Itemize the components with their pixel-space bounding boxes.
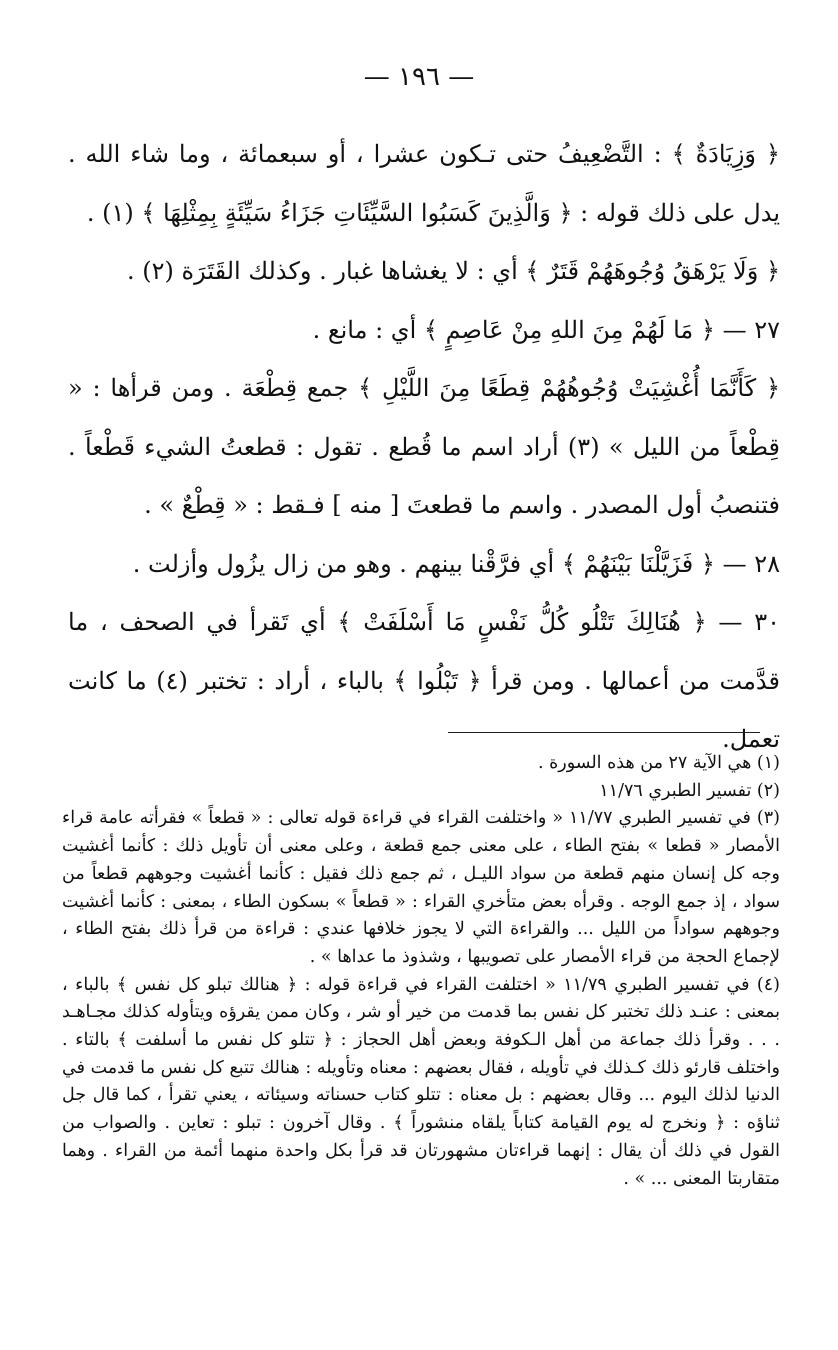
page-number: — ١٩٦ — [363, 62, 475, 92]
main-paragraph: ﴿ وَلَا يَرْهَقُ وُجُوهَهُمْ قَتَرٌ ﴾ أي : لا يغشاها غبار . وكذلك القَتَرَة (٢) . [127, 257, 780, 285]
main-paragraph: ٢٧ — ﴿ مَا لَهُمْ مِنَ اللهِ مِنْ عَاصِمٍ ﴾ أي : مانع . [312, 315, 780, 344]
main-text [68, 125, 780, 769]
main-paragraph: ٢٨ — ﴿ فَزَيَّلْنَا بَيْنَهُمْ ﴾ أي فرَّقْنا بينهم . وهو من زال يزُول وأزلت . [132, 549, 780, 578]
main-paragraph: ﴿ كَأَنَّمَا أُغْشِيَتْ وُجُوهُهُمْ قِطَعًا مِنَ اللَّيْلِ ﴾ جمع قِطْعَة . ومن قرأها : « قِطْعاً من الليل » (٣) أراد اسم ما قُطع . تقول : قطعتُ الشيء قَطْعاً . فتنصبُ أول المصدر . واسم ما قطعتَ [ منه ] فـقط : « قِطْعٌ » . [68, 374, 780, 519]
footnote-3: (٣) في تفسير الطبري ١١/٧٧ « واختلفت القراء في قراءة قوله تعالى : « قطعاً » فقرأته عامة قراء الأمصار « قطعا » بفتح الطاء ، على معنى جمع قطعة ، وعلى معنى أن تأويل ذلك : كأنما أغشيت وجه كل إنسان منهم قطعة من سواد الليـل ، ثم جمع ذلك فقيل : كأنما أغشيت وجوههم قطعاً من سواد ، إذ جمع الوجه . وقرأه بعض متأخري القراء : « قطعاً » بسكون الطاء ، بمعنى : كأنما أغشيت وجوههم سواداً من الليل ... والقراءة التي لا يجوز خلافها عندي : قراءة من قرأ ذلك بفتح الطاء ، لإجماع الحجة من قراء الأمصار على تصويبها ، وشذوذ ما عداها » . [62, 808, 780, 967]
footnote-4: (٤) في تفسير الطبري ١١/٧٩ « اختلفت القراء في قراءة قوله : ﴿ هنالك تبلو كل نفس ﴾ بالباء ، بمعنى : عنـد ذلك تختبر كل نفس بما قدمت من خير أو شر ، وكان ممن يقرؤه ويتأوله كذلك مجـاهـد . . . وقرأ ذلك جماعة من أهل الـكوفة وبعض أهل الحجاز : ﴿ تتلو كل نفس ما أسلفت ﴾ بالتاء . واختلف قارئو ذلك كـذلك في تأويله ، فقال بعضهم : معناه وتأويله : هنالك تتبع كل نفس ما قدمت في الدنيا لذلك اليوم ... وقال بعضهم : بل معناه : تتلو كتاب حسناته وسيئاته ، يعني تقرأ ، كما قال جل ثناؤه : ﴿ ونخرج له يوم القيامة كتاباً يلقاه منشوراً ﴾ . وقال آخرون : تبلو : تعاين . والصواب من القول في ذلك أن يقال : إنهما قراءتان مشهورتان قد قرأ بكل واحدة منهما أئمة من القراء . وهما متقاربتا المعنى ... » . [62, 974, 780, 1189]
main-paragraph: ﴿ وَزِيَادَةٌ ﴾ : التَّضْعِيفُ حتى تـكون عشرا ، أو سبعمائة ، وما شاء الله . يدل على ذلك قوله : ﴿ وَالَّذِينَ كَسَبُوا السَّيِّئَاتِ جَزَاءُ سَيِّئَةٍ بِمِثْلِهَا ﴾ (١) . [68, 140, 780, 227]
footnote-2: (٢) تفسير الطبري ١١/٧٦ [599, 780, 780, 801]
footnote-1: (١) هي الآية ٢٧ من هذه السورة . [537, 753, 780, 773]
footnotes [62, 750, 780, 1193]
main-paragraph: ٣٠ — ﴿ هُنَالِكَ تَتْلُو كُلُّ نَفْسٍ مَا أَسْلَفَتْ ﴾ أي تَقرأ في الصحف ، ما قدَّمت من أعمالها . ومن قرأ ﴿ تَبْلُوا ﴾ بالباء ، أراد : تختبر (٤) ما كانت تعمل. [68, 608, 780, 753]
footnote-divider [448, 732, 760, 733]
